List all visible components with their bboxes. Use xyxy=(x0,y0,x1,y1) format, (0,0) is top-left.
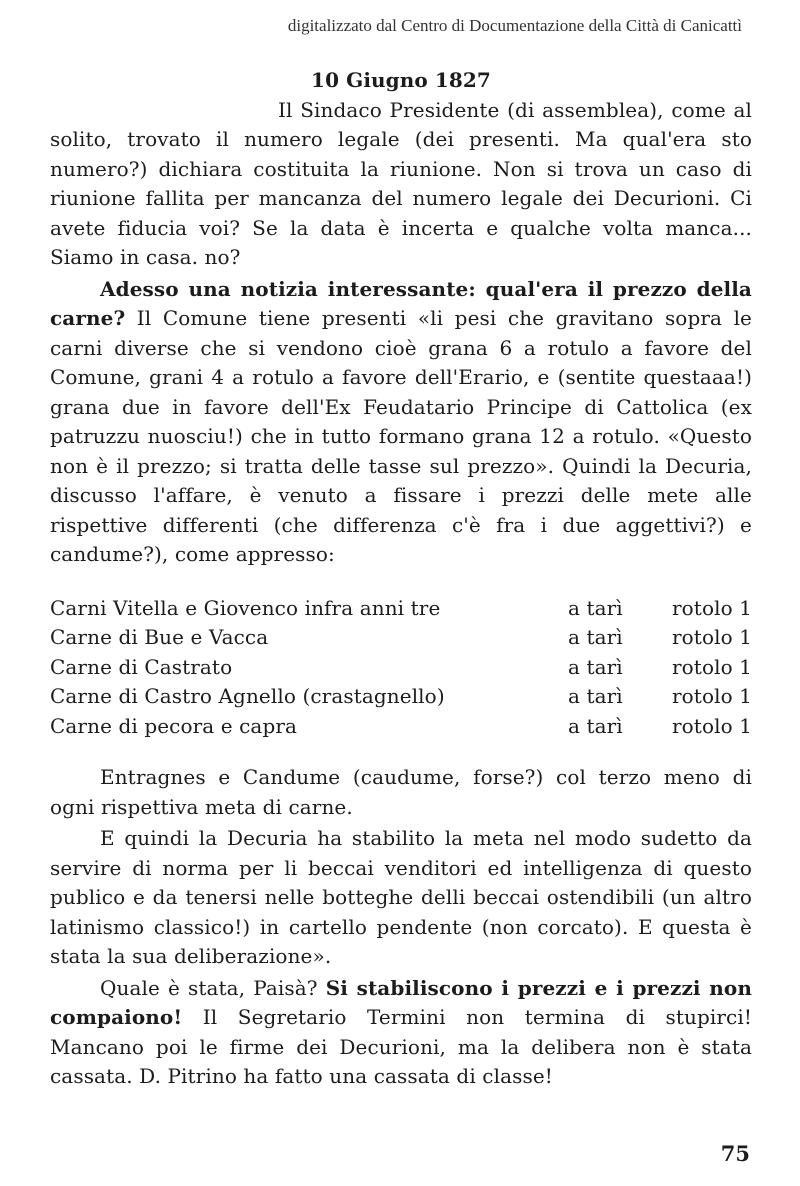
table-row xyxy=(50,682,752,712)
row-unit: rotolo 1 xyxy=(672,713,752,738)
table-row xyxy=(50,594,752,624)
paragraph-5-lead: Quale è stata, Paisà? xyxy=(100,975,326,1000)
row-item: Carne di pecora e capra xyxy=(50,713,298,738)
row-item: Carni Vitella e Giovenco infra anni tre xyxy=(50,595,441,620)
page-number: 75 xyxy=(720,1141,750,1166)
row-unit: rotolo 1 xyxy=(672,684,752,708)
table-row xyxy=(50,712,752,742)
table-row xyxy=(50,623,752,653)
row-item: Carne di Castro Agnello (crastagnello) xyxy=(50,684,445,708)
row-price: a tarì xyxy=(568,684,623,708)
paragraph-5-text: Il Segretario Termini non termina di stupirci! Mancano poi le firme dei Decurioni, ma la delibera non è stata cassata. D. Pitrino ha fatto una cassata di classe! xyxy=(50,1005,752,1088)
page-body xyxy=(50,66,752,1092)
paragraph-5 xyxy=(50,974,752,1092)
paragraph-2-bold: Adesso una notizia interessante: qual'era il prezzo della carne? xyxy=(50,276,752,330)
paragraph-1: Il Sindaco Presidente (di assemblea), come al solito, trovato il numero legale (dei presenti. Ma qual'era sto numero?) dichiara costituita la riunione. Non si trova un caso di riunione fallita per mancanza del numero legale dei Decurioni. Ci avete fiducia voi? Se la data è incerta e qualche volta manca... Siamo in casa. no? xyxy=(50,97,752,269)
row-price: a tarì xyxy=(568,713,623,738)
paragraph-4: E quindi la Decuria ha stabilito la meta nel modo sudetto da servire di norma per li beccai venditori ed intelligenza di questo publico e da tenersi nelle botteghe delli beccai ostendibili (un altro latinismo classico!) in cartello pendente (non corcato). E questa è stata la sua deliberazione». xyxy=(50,826,752,968)
row-price: a tarì xyxy=(568,595,623,620)
row-unit: rotolo 1 xyxy=(672,595,752,620)
row-price: a tarì xyxy=(568,654,623,679)
row-unit: rotolo 1 xyxy=(672,654,752,679)
row-item: Carne di Castrato xyxy=(50,654,233,679)
row-price: a tarì xyxy=(568,625,623,649)
table-row xyxy=(50,653,752,683)
digitization-credit: digitalizzato dal Centro di Documentazione della Città di Canicattì xyxy=(287,16,742,35)
row-unit: rotolo 1 xyxy=(672,625,752,649)
paragraph-2-text: Il Comune tiene presenti «li pesi che gravitano sopra le carni diverse che si vendono cioè grana 6 a rotulo a favore del Comune, grani 4 a rotulo a favore dell'Erario, e (sentite questaaa!) grana due in favore dell'Ex Feudatario Principe di Cattolica (ex patruzzu nuosciu!) che in tutto formano grana 12 a rotulo. «Questo non è il prezzo; si tratta delle tasse sul prezzo». Quindi la Decuria, discusso l'affare, è venuto a fissare i prezzi delle mete alle rispettive differenti (che differenza c'è fra i due aggettivi?) e candume?), come appresso: xyxy=(50,306,752,566)
price-table xyxy=(50,594,752,742)
paragraph-2 xyxy=(50,275,752,570)
entry-date-title: 10 Giugno 1827 xyxy=(311,68,491,92)
row-item: Carne di Bue e Vacca xyxy=(50,625,269,649)
paragraph-5-bold: Si stabiliscono i prezzi e i prezzi non compaiono! xyxy=(50,975,752,1029)
paragraph-3: Entragnes e Candume (caudume, forse?) col terzo meno di ogni rispettiva meta di carne. xyxy=(50,765,752,819)
